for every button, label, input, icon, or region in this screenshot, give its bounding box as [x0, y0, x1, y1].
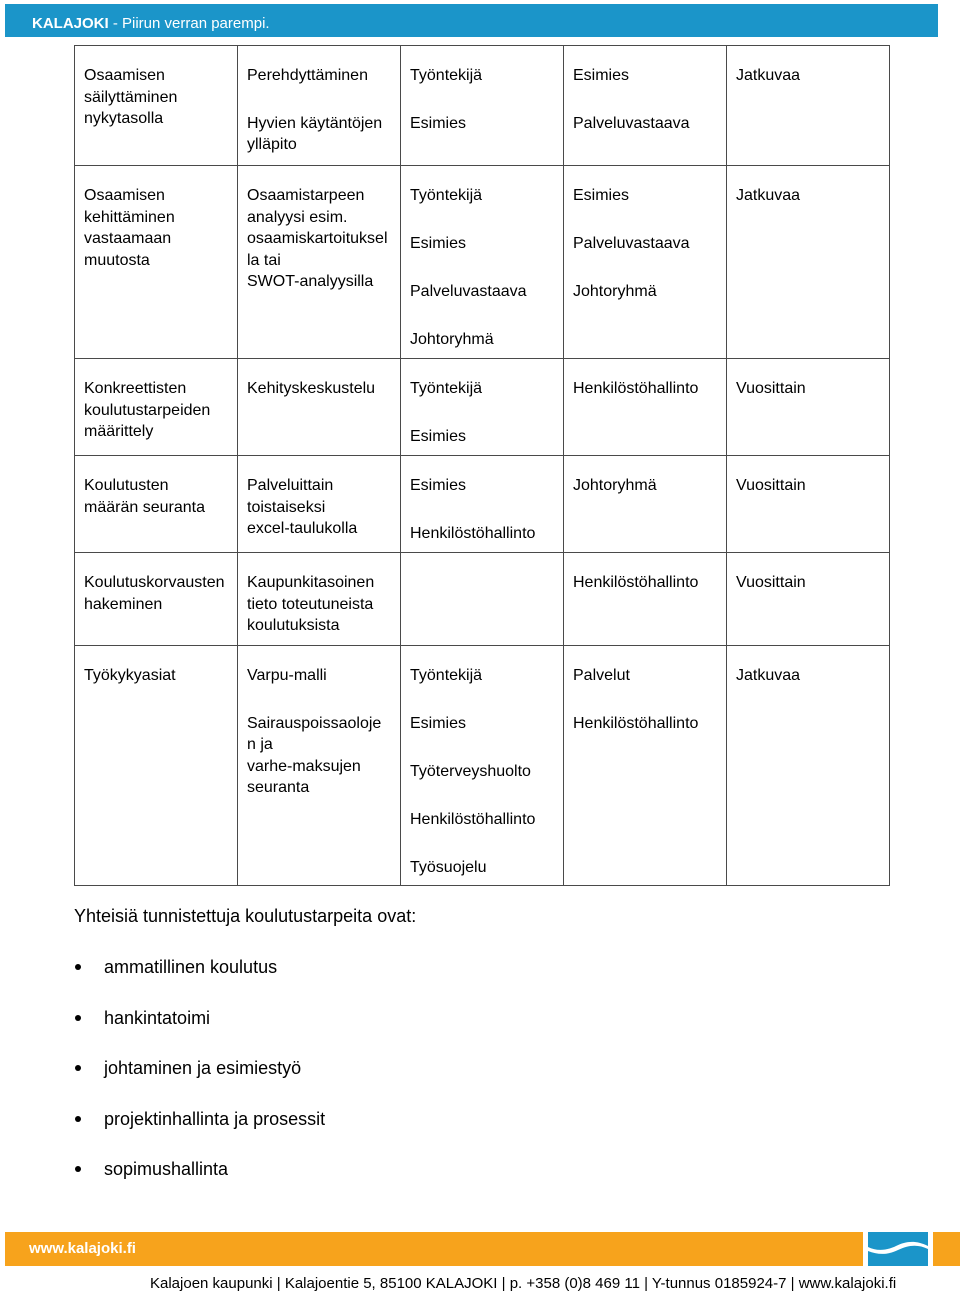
cell-text: Henkilöstöhallinto — [410, 810, 536, 828]
bullet-icon — [75, 1166, 81, 1172]
header-bar — [5, 4, 938, 37]
cell-gap — [247, 87, 392, 113]
cell-text: Konkreettisten — [84, 380, 187, 397]
table-cell — [727, 359, 890, 456]
cell-text: Henkilöstöhallinto — [573, 574, 699, 591]
table-cell — [401, 359, 564, 456]
cell-text: ylläpito — [247, 136, 297, 154]
cell-text: Osaamistarpeen — [247, 187, 365, 204]
table-cell — [75, 553, 238, 646]
cell-text: Vuosittain — [736, 574, 806, 591]
cell-text: Osaamisen — [84, 187, 165, 204]
cell-text: seuranta — [247, 779, 310, 797]
table-row — [75, 166, 890, 359]
cell-text: Esimies — [410, 714, 467, 732]
cell-text: Palveluittain — [247, 477, 334, 494]
list-item-label: johtaminen ja esimiestyö — [104, 1058, 302, 1078]
header-title — [32, 14, 270, 34]
cell-text: analyysi esim. — [247, 208, 348, 226]
table-cell — [401, 46, 564, 166]
cell-text: Esimies — [573, 67, 630, 84]
cell-text: osaamiskartoituksel — [247, 230, 388, 248]
cell-text: Palvelut — [573, 667, 630, 684]
cell-text: Osaamisen — [84, 67, 165, 84]
cell-text: Työntekijä — [410, 187, 483, 204]
cell-text: Vuosittain — [736, 477, 806, 494]
cell-text: vastaamaan — [84, 230, 172, 248]
cell-text: Perehdyttäminen — [247, 67, 368, 84]
cell-text: Työterveyshuolto — [410, 762, 531, 780]
cell-text: SWOT-analyysilla — [247, 273, 374, 291]
footer-bar — [5, 1232, 863, 1266]
table-row — [75, 456, 890, 553]
cell-text: koulutustarpeiden — [84, 401, 211, 419]
list-item-label: projektinhallinta ja prosessit — [104, 1108, 326, 1129]
cell-text: Esimies — [410, 477, 467, 494]
table-cell — [727, 553, 890, 646]
kalajoki-wave-logo-icon — [866, 1229, 930, 1269]
cell-text: Palveluvastaava — [410, 282, 527, 300]
table-cell — [727, 456, 890, 553]
cell-text: Esimies — [410, 114, 467, 132]
cell-text: Hyvien käytäntöjen — [247, 114, 383, 132]
training-table — [74, 45, 890, 886]
cell-text: Henkilöstöhallinto — [573, 380, 699, 397]
cell-text: Varpu-malli — [247, 667, 327, 684]
cell-text: Vuosittain — [736, 380, 806, 397]
table-cell — [238, 646, 401, 886]
cell-text: Jatkuvaa — [736, 187, 801, 204]
cell-text: Jatkuvaa — [736, 67, 801, 84]
cell-text: Työsuojelu — [410, 858, 487, 876]
bullet-icon — [75, 1015, 81, 1021]
table-cell — [75, 456, 238, 553]
table-cell — [564, 166, 727, 359]
footer-bar-end — [933, 1232, 960, 1266]
cell-text: Palveluvastaava — [573, 114, 690, 132]
cell-text: Koulutuskorvausten — [84, 574, 225, 591]
cell-text: Henkilöstöhallinto — [573, 714, 699, 732]
footer-contact: Kalajoen kaupunki | Kalajoentie 5, 85100 KALAJOKI | p. +358 (0)8 469 11 | Y-tunnus 0185924-7 | www.kalajoki.fi — [150, 1275, 897, 1292]
table-row — [75, 646, 890, 886]
footer-url[interactable]: www.kalajoki.fi — [29, 1240, 136, 1257]
table-cell — [238, 456, 401, 553]
table-cell — [564, 46, 727, 166]
table-cell — [727, 166, 890, 359]
cell-text: Palveluvastaava — [573, 234, 690, 252]
cell-text: tieto toteutuneista — [247, 595, 374, 613]
table-cell — [727, 646, 890, 886]
cell-text: Kehityskeskustelu — [247, 380, 376, 397]
bullet-icon — [75, 1116, 81, 1122]
table-cell — [401, 166, 564, 359]
cell-text: Sairauspoissaoloje — [247, 714, 382, 732]
bullet-icon — [75, 964, 81, 970]
table-cell — [238, 46, 401, 166]
cell-text: Johtoryhmä — [573, 477, 657, 494]
table-cell — [401, 553, 564, 646]
table-row — [75, 553, 890, 646]
cell-text: säilyttäminen — [84, 88, 178, 106]
cell-text: Työntekijä — [410, 380, 483, 397]
cell-text: Henkilöstöhallinto — [410, 524, 536, 542]
training-table-body — [75, 46, 890, 886]
cell-text: Koulutusten — [84, 477, 169, 494]
table-cell — [238, 166, 401, 359]
bullet-icon — [75, 1065, 81, 1071]
cell-text: Työntekijä — [410, 67, 483, 84]
cell-text: la tai — [247, 251, 281, 269]
cell-text: excel-taulukolla — [247, 520, 358, 538]
training-needs-intro: Yhteisiä tunnistettuja koulutustarpeita ovat: — [74, 906, 417, 926]
table-cell — [564, 456, 727, 553]
cell-text: Esimies — [573, 187, 630, 204]
table-row — [75, 359, 890, 456]
header-tagline: - Piirun verran parempi. — [108, 15, 270, 32]
table-cell — [238, 553, 401, 646]
list-item-label: sopimushallinta — [104, 1159, 229, 1179]
cell-text: Johtoryhmä — [410, 330, 494, 348]
cell-text: n ja — [247, 736, 273, 754]
cell-text: muutosta — [84, 251, 150, 269]
table-cell — [75, 359, 238, 456]
cell-text: Esimies — [410, 234, 467, 252]
cell-text: määrittely — [84, 423, 154, 441]
cell-text: Kaupunkitasoinen — [247, 574, 375, 591]
cell-text: kehittäminen — [84, 208, 175, 226]
cell-text: koulutuksista — [247, 617, 340, 635]
table-cell — [564, 553, 727, 646]
table-row — [75, 46, 890, 166]
cell-text: Jatkuvaa — [736, 667, 801, 684]
cell-text: varhe-maksujen — [247, 757, 361, 775]
cell-text: hakeminen — [84, 595, 163, 613]
cell-text: Työntekijä — [410, 667, 483, 684]
table-cell — [564, 646, 727, 886]
cell-text: toistaiseksi — [247, 498, 326, 516]
table-cell — [238, 359, 401, 456]
table-cell — [401, 646, 564, 886]
table-cell — [401, 456, 564, 553]
list-item-label: ammatillinen koulutus — [104, 957, 278, 977]
table-cell — [75, 46, 238, 166]
table-cell — [75, 166, 238, 359]
list-item-label: hankintatoimi — [104, 1007, 211, 1028]
cell-text: Johtoryhmä — [573, 282, 657, 300]
cell-text: nykytasolla — [84, 110, 164, 128]
cell-text: määrän seuranta — [84, 498, 205, 516]
table-cell — [564, 359, 727, 456]
cell-gap — [247, 687, 392, 713]
cell-text: Työkykyasiat — [84, 667, 176, 684]
table-cell — [727, 46, 890, 166]
cell-text: Esimies — [410, 427, 467, 445]
header-brand: KALAJOKI — [32, 15, 109, 32]
table-cell — [75, 646, 238, 886]
